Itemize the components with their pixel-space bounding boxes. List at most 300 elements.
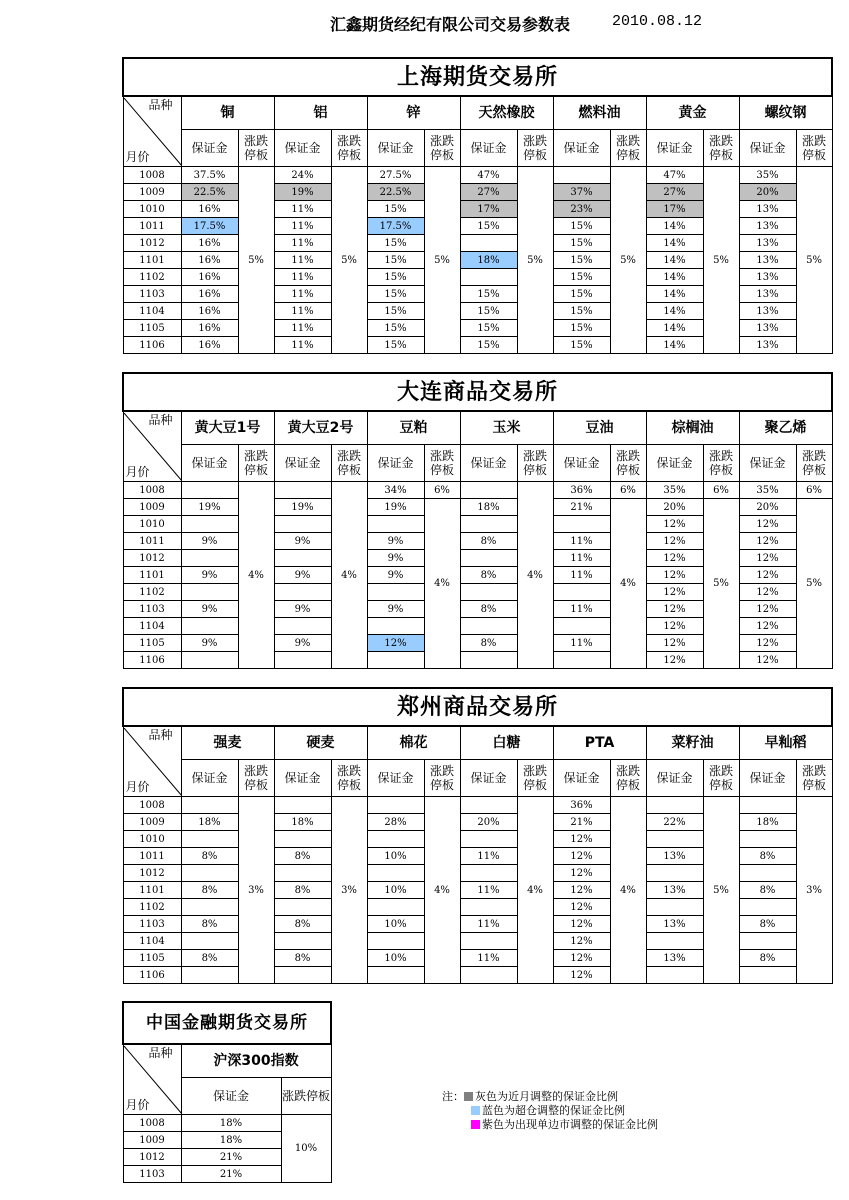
margin-cell: 21% [181,1166,281,1183]
margin-cell [739,797,796,814]
document-title: 汇鑫期货经纪有限公司交易参数表 [330,15,571,34]
margin-header: 保证金 [181,445,238,482]
margin-cell: 15% [367,252,424,269]
limit-cell: 5% [703,167,739,354]
product-name: 棕榈油 [646,411,739,445]
margin-cell: 28% [367,814,424,831]
czce-table [122,687,833,984]
limit-header: 涨跌停板 [331,445,367,482]
margin-cell: 14% [646,252,703,269]
corner-month-label: 月价 [125,1097,150,1112]
margin-cell: 15% [553,269,610,286]
margin-cell: 20% [460,814,517,831]
legend-gray-text: 灰色为近月调整的保证金比例 [475,1090,618,1103]
margin-header: 保证金 [553,760,610,797]
limit-header: 涨跌停板 [281,1078,331,1115]
month-cell: 1012 [123,1149,181,1166]
margin-cell: 12% [553,831,610,848]
margin-cell: 13% [739,337,796,354]
limit-cell: 5% [796,167,832,354]
limit-header: 涨跌停板 [610,445,646,482]
limit-header: 涨跌停板 [517,445,553,482]
margin-cell: 18% [274,814,331,831]
product-name: 黄大豆1号 [181,411,274,445]
margin-cell [646,831,703,848]
month-cell: 1008 [123,797,181,814]
margin-header: 保证金 [739,760,796,797]
margin-cell [181,933,238,950]
product-name: 铝 [274,96,367,130]
margin-cell: 12% [367,635,424,652]
month-cell: 1008 [123,167,181,184]
shfe-table [122,57,833,354]
margin-cell: 20% [739,184,796,201]
margin-cell [274,899,331,916]
exchange-block-czce [122,687,827,984]
margin-header: 保证金 [181,130,238,167]
margin-cell: 11% [274,235,331,252]
limit-cell: 3% [238,797,274,984]
margin-cell: 9% [367,533,424,550]
cffex-title: 中国金融期货交易所 [123,1002,331,1044]
margin-cell: 15% [553,286,610,303]
limit-header: 涨跌停板 [703,130,739,167]
margin-cell: 10% [367,950,424,967]
product-name: 铜 [181,96,274,130]
margin-cell [460,831,517,848]
margin-cell: 9% [274,567,331,584]
corner-variety-label: 品种 [148,727,173,742]
margin-cell [181,482,238,499]
margin-cell: 8% [181,916,238,933]
margin-cell: 11% [553,533,610,550]
corner-header [123,726,181,797]
cffex-table [122,1001,332,1183]
margin-cell: 11% [274,218,331,235]
month-cell: 1010 [123,201,181,218]
margin-cell: 15% [553,235,610,252]
margin-cell: 16% [181,337,238,354]
month-cell: 1105 [123,635,181,652]
margin-cell: 12% [646,584,703,601]
product-name: 天然橡胶 [460,96,553,130]
legend-blue-swatch [471,1106,480,1115]
limit-cell: 4% [424,797,460,984]
margin-cell [646,933,703,950]
month-cell: 1104 [123,618,181,635]
limit-header: 涨跌停板 [796,445,832,482]
margin-header: 保证金 [367,445,424,482]
margin-cell: 12% [739,516,796,533]
margin-header: 保证金 [553,130,610,167]
product-name: 棉花 [367,726,460,760]
margin-cell: 10% [367,882,424,899]
margin-header: 保证金 [646,130,703,167]
margin-cell [181,831,238,848]
corner-month-label: 月价 [125,464,150,479]
margin-cell: 18% [181,814,238,831]
margin-cell: 34% [367,482,424,499]
product-name: 锌 [367,96,460,130]
month-cell: 1011 [123,533,181,550]
margin-header: 保证金 [367,130,424,167]
margin-cell: 11% [274,320,331,337]
margin-cell [460,899,517,916]
margin-cell: 12% [553,848,610,865]
month-cell: 1103 [123,1166,181,1183]
margin-cell [181,865,238,882]
margin-cell: 18% [460,499,517,516]
margin-cell: 21% [553,814,610,831]
margin-cell [367,652,424,669]
document-date: 2010.08.12 [612,13,703,30]
margin-header: 保证金 [460,445,517,482]
shfe-title: 上海期货交易所 [123,58,832,96]
margin-cell: 15% [460,337,517,354]
limit-header: 涨跌停板 [238,760,274,797]
table-row [123,499,832,516]
margin-cell [367,618,424,635]
margin-cell [646,797,703,814]
margin-cell [460,618,517,635]
margin-cell: 12% [646,567,703,584]
margin-cell: 9% [367,601,424,618]
margin-header: 保证金 [460,130,517,167]
margin-cell: 9% [367,550,424,567]
margin-cell: 16% [181,252,238,269]
limit-cell: 5% [331,167,367,354]
table-row [123,1115,331,1132]
margin-cell [646,899,703,916]
margin-cell: 11% [553,601,610,618]
margin-cell: 8% [460,635,517,652]
limit-header: 涨跌停板 [424,130,460,167]
corner-header [123,411,181,482]
margin-cell: 15% [460,286,517,303]
limit-cell: 5% [796,499,832,669]
margin-cell: 47% [646,167,703,184]
margin-cell: 14% [646,303,703,320]
margin-cell: 13% [646,882,703,899]
limit-cell: 6% [610,482,646,499]
month-cell: 1102 [123,899,181,916]
month-cell: 1104 [123,933,181,950]
margin-cell: 8% [460,533,517,550]
margin-header: 保证金 [646,760,703,797]
margin-cell: 35% [646,482,703,499]
margin-cell [460,865,517,882]
margin-cell [553,167,610,184]
margin-cell [739,899,796,916]
margin-cell: 16% [181,286,238,303]
margin-cell: 14% [646,235,703,252]
product-name: 玉米 [460,411,553,445]
margin-cell: 22.5% [181,184,238,201]
month-cell: 1012 [123,550,181,567]
product-name: 螺纹钢 [739,96,832,130]
margin-cell: 11% [274,252,331,269]
margin-cell: 37% [553,184,610,201]
margin-cell: 18% [181,1115,281,1132]
margin-cell: 18% [460,252,517,269]
month-cell: 1103 [123,601,181,618]
margin-cell [460,652,517,669]
month-cell: 1011 [123,218,181,235]
margin-cell [460,550,517,567]
limit-header: 涨跌停板 [610,130,646,167]
month-cell: 1010 [123,831,181,848]
margin-cell: 15% [367,303,424,320]
margin-cell [274,584,331,601]
margin-cell [367,899,424,916]
margin-header: 保证金 [181,1078,281,1115]
product-name: 菜籽油 [646,726,739,760]
exchange-block-cffex [122,1001,330,1183]
margin-cell: 12% [739,601,796,618]
margin-cell: 12% [646,618,703,635]
dce-table [122,372,833,669]
limit-cell: 5% [703,499,739,669]
margin-cell: 11% [460,848,517,865]
margin-cell: 16% [181,269,238,286]
corner-month-label: 月价 [125,149,150,164]
margin-cell: 15% [553,337,610,354]
margin-cell: 19% [181,499,238,516]
table-row [123,797,832,814]
margin-cell [274,865,331,882]
margin-cell: 15% [553,303,610,320]
margin-cell: 27% [646,184,703,201]
margin-cell: 15% [553,218,610,235]
margin-cell: 8% [739,950,796,967]
limit-cell: 3% [331,797,367,984]
margin-cell: 11% [274,337,331,354]
month-cell: 1106 [123,652,181,669]
margin-cell: 8% [460,601,517,618]
margin-cell [553,618,610,635]
limit-cell: 4% [424,499,460,669]
margin-cell [460,269,517,286]
month-cell: 1011 [123,848,181,865]
margin-cell: 12% [553,882,610,899]
limit-cell: 4% [610,797,646,984]
margin-cell: 10% [367,916,424,933]
limit-header: 涨跌停板 [517,130,553,167]
limit-cell: 10% [281,1115,331,1183]
margin-cell [367,516,424,533]
legend [442,1090,658,1132]
margin-cell: 15% [367,269,424,286]
margin-cell: 9% [274,635,331,652]
month-cell: 1106 [123,967,181,984]
document-header [0,12,849,34]
margin-cell [367,865,424,882]
czce-title: 郑州商品交易所 [123,688,832,726]
margin-cell: 27% [460,184,517,201]
margin-header: 保证金 [553,445,610,482]
limit-cell: 6% [424,482,460,499]
margin-header: 保证金 [739,445,796,482]
margin-cell: 9% [181,567,238,584]
margin-cell [181,584,238,601]
margin-cell: 15% [367,235,424,252]
limit-header: 涨跌停板 [703,760,739,797]
margin-cell: 12% [739,550,796,567]
product-name: 黄金 [646,96,739,130]
product-name: 豆粕 [367,411,460,445]
exchange-block-dce [122,372,827,669]
margin-cell: 15% [460,218,517,235]
limit-cell: 4% [517,482,553,669]
limit-cell: 5% [517,167,553,354]
margin-cell [646,865,703,882]
month-cell: 1012 [123,865,181,882]
margin-cell: 13% [739,269,796,286]
margin-cell [553,584,610,601]
margin-cell: 27.5% [367,167,424,184]
margin-cell: 22.5% [367,184,424,201]
corner-header [123,1044,181,1115]
margin-cell: 13% [739,218,796,235]
margin-cell: 13% [739,320,796,337]
margin-cell [739,933,796,950]
limit-cell: 4% [238,482,274,669]
margin-cell [274,516,331,533]
corner-header [123,96,181,167]
month-cell: 1101 [123,882,181,899]
margin-cell [274,797,331,814]
margin-cell: 15% [553,320,610,337]
margin-cell: 8% [274,950,331,967]
margin-cell [460,482,517,499]
margin-cell: 18% [739,814,796,831]
margin-cell: 12% [646,533,703,550]
limit-cell: 5% [610,167,646,354]
margin-cell: 17% [460,201,517,218]
limit-header: 涨跌停板 [703,445,739,482]
margin-cell: 11% [553,635,610,652]
margin-cell: 35% [739,167,796,184]
month-cell: 1103 [123,286,181,303]
margin-cell: 15% [367,320,424,337]
margin-cell: 11% [274,286,331,303]
margin-cell: 13% [739,201,796,218]
margin-cell [460,584,517,601]
product-name: 强麦 [181,726,274,760]
margin-cell: 9% [181,635,238,652]
limit-cell: 5% [703,797,739,984]
limit-header: 涨跌停板 [424,445,460,482]
margin-cell: 9% [367,567,424,584]
margin-cell [274,967,331,984]
margin-cell: 9% [181,533,238,550]
limit-cell: 6% [703,482,739,499]
limit-cell: 3% [796,797,832,984]
limit-header: 涨跌停板 [331,130,367,167]
margin-cell: 15% [460,303,517,320]
limit-header: 涨跌停板 [331,760,367,797]
margin-header: 保证金 [367,760,424,797]
margin-cell [553,516,610,533]
month-cell: 1009 [123,499,181,516]
corner-variety-label: 品种 [148,412,173,427]
margin-cell: 12% [553,933,610,950]
month-cell: 1104 [123,303,181,320]
month-cell: 1008 [123,482,181,499]
margin-cell [739,967,796,984]
margin-cell: 17.5% [181,218,238,235]
month-cell: 1102 [123,584,181,601]
margin-cell: 14% [646,269,703,286]
margin-cell [181,618,238,635]
corner-variety-label: 品种 [148,1045,173,1060]
margin-cell: 11% [274,201,331,218]
margin-cell [460,235,517,252]
product-name: 燃料油 [553,96,646,130]
margin-cell: 13% [739,286,796,303]
margin-cell: 36% [553,797,610,814]
limit-header: 涨跌停板 [238,445,274,482]
margin-cell: 16% [181,235,238,252]
margin-cell [367,584,424,601]
margin-cell [367,967,424,984]
margin-cell: 8% [181,950,238,967]
margin-cell [460,516,517,533]
margin-cell [646,967,703,984]
margin-cell: 16% [181,320,238,337]
month-cell: 1102 [123,269,181,286]
margin-cell: 11% [553,567,610,584]
margin-cell: 11% [460,916,517,933]
margin-cell: 23% [553,201,610,218]
margin-cell: 21% [181,1149,281,1166]
margin-cell: 19% [367,499,424,516]
margin-cell [367,831,424,848]
corner-month-label: 月价 [125,779,150,794]
margin-cell: 8% [274,882,331,899]
margin-header: 保证金 [274,760,331,797]
margin-cell: 12% [646,601,703,618]
limit-cell: 4% [610,499,646,669]
margin-cell [367,933,424,950]
margin-cell [181,899,238,916]
month-cell: 1009 [123,1132,181,1149]
margin-cell: 21% [553,499,610,516]
margin-cell [181,967,238,984]
margin-cell [460,967,517,984]
margin-cell: 13% [646,950,703,967]
margin-cell: 14% [646,218,703,235]
margin-cell [274,652,331,669]
margin-cell: 9% [274,601,331,618]
product-name: 豆油 [553,411,646,445]
margin-header: 保证金 [646,445,703,482]
margin-cell: 11% [460,882,517,899]
margin-cell: 8% [274,916,331,933]
corner-variety-label: 品种 [148,97,173,112]
margin-header: 保证金 [460,760,517,797]
margin-cell: 8% [460,567,517,584]
margin-cell: 15% [553,252,610,269]
table-row [123,482,832,499]
margin-cell: 8% [181,882,238,899]
margin-cell: 11% [460,950,517,967]
margin-cell [739,831,796,848]
margin-cell: 12% [646,550,703,567]
margin-cell: 12% [739,652,796,669]
table-row [123,167,832,184]
margin-cell: 14% [646,320,703,337]
